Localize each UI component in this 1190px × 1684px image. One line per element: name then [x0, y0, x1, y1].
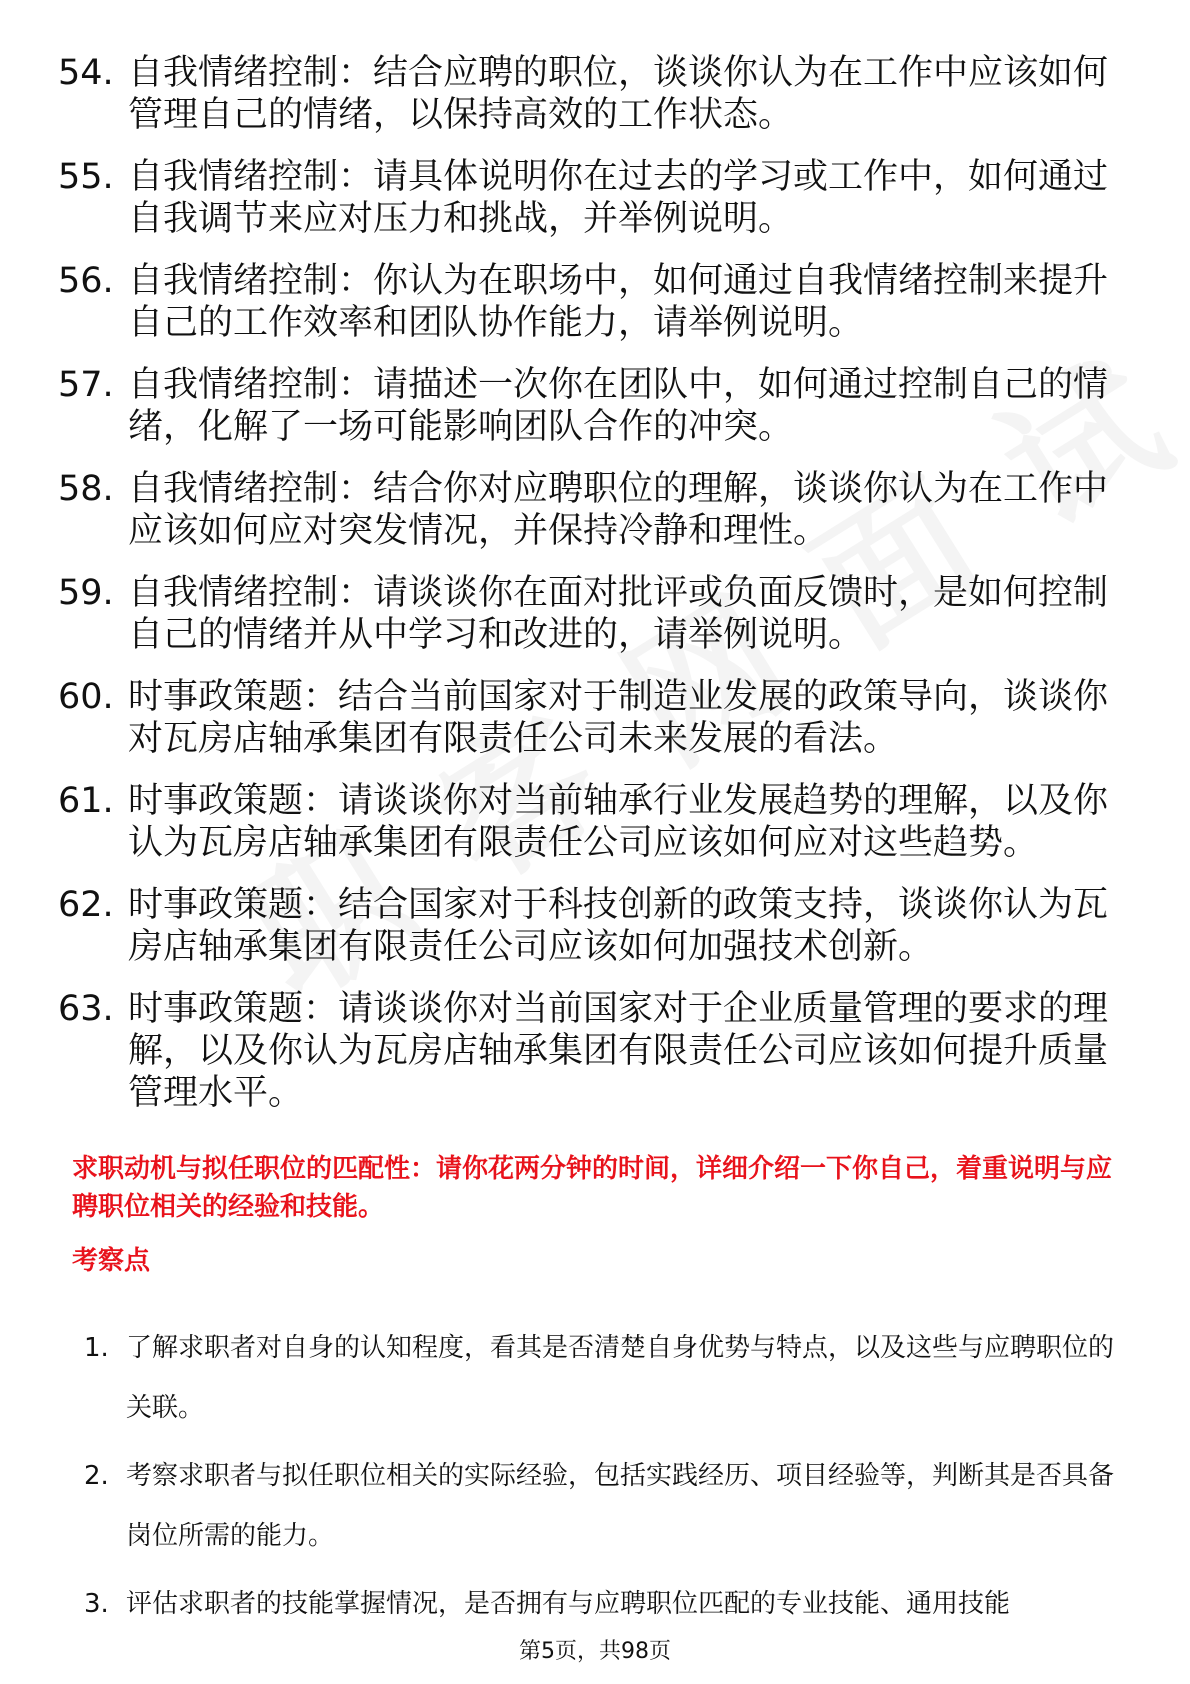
assessment-points-label: 考察点	[72, 1246, 151, 1276]
question-number: 63.	[58, 989, 114, 1029]
point-number: 2.	[84, 1461, 109, 1491]
question-item	[58, 52, 1138, 136]
question-text: 自我情绪控制：请谈谈你在面对批评或负面反馈时，是如何控制自己的情绪并从中学习和改进的，请举例说明。	[128, 573, 1109, 655]
question-text: 自我情绪控制：请描述一次你在团队中，如何通过控制自己的情绪，化解了一场可能影响团队合作的冲突。	[128, 365, 1109, 447]
page-number: 第5页，共98页	[519, 1639, 671, 1664]
question-number: 61.	[58, 781, 114, 821]
question-item	[58, 468, 1138, 552]
point-text: 考察求职者与拟任职位相关的实际经验，包括实践经历、项目经验等，判断其是否具备岗位所需的能力。	[126, 1461, 1115, 1551]
question-item	[58, 260, 1138, 344]
question-number: 58.	[58, 469, 114, 509]
point-text: 评估求职者的技能掌握情况，是否拥有与应聘职位匹配的专业技能、通用技能	[126, 1589, 1011, 1619]
question-item	[58, 988, 1138, 1114]
question-list	[58, 52, 1138, 1134]
question-text: 时事政策题：结合国家对于科技创新的政策支持，谈谈你认为瓦房店轴承集团有限责任公司应该如何加强技术创新。	[128, 885, 1109, 967]
question-number: 56.	[58, 261, 114, 301]
question-item	[58, 780, 1138, 864]
question-number: 59.	[58, 573, 114, 613]
assessment-point	[84, 1574, 1134, 1634]
question-number: 62.	[58, 885, 114, 925]
question-text: 时事政策题：请谈谈你对当前国家对于企业质量管理的要求的理解，以及你认为瓦房店轴承集团有限责任公司应该如何提升质量管理水平。	[128, 989, 1109, 1113]
point-text: 了解求职者对自身的认知程度，看其是否清楚自身优势与特点，以及这些与应聘职位的关联。	[126, 1333, 1115, 1423]
question-item	[58, 676, 1138, 760]
question-text: 时事政策题：结合当前国家对于制造业发展的政策导向，谈谈你对瓦房店轴承集团有限责任公司未来发展的看法。	[128, 677, 1109, 759]
question-item	[58, 364, 1138, 448]
question-number: 60.	[58, 677, 114, 717]
question-item	[58, 572, 1138, 656]
assessment-point	[84, 1318, 1134, 1438]
question-text: 自我情绪控制：结合你对应聘职位的理解，谈谈你认为在工作中应该如何应对突发情况，并保持冷静和理性。	[128, 469, 1109, 551]
question-number: 55.	[58, 157, 114, 197]
question-item	[58, 156, 1138, 240]
assessment-points-list	[84, 1318, 1134, 1642]
point-number: 1.	[84, 1333, 109, 1363]
question-item	[58, 884, 1138, 968]
section-heading: 求职动机与拟任职位的匹配性：请你花两分钟的时间，详细介绍一下你自己，着重说明与应聘职位相关的经验和技能。	[72, 1154, 1113, 1222]
question-number: 57.	[58, 365, 114, 405]
question-text: 自我情绪控制：结合应聘的职位，谈谈你认为在工作中应该如何管理自己的情绪，以保持高效的工作状态。	[128, 53, 1109, 135]
question-text: 自我情绪控制：请具体说明你在过去的学习或工作中，如何通过自我调节来应对压力和挑战，并举例说明。	[128, 157, 1109, 239]
question-number: 54.	[58, 53, 114, 93]
question-text: 自我情绪控制：你认为在职场中，如何通过自我情绪控制来提升自己的工作效率和团队协作能力，请举例说明。	[128, 261, 1109, 343]
question-text: 时事政策题：请谈谈你对当前轴承行业发展趋势的理解，以及你认为瓦房店轴承集团有限责任公司应该如何应对这些趋势。	[128, 781, 1109, 863]
point-number: 3.	[84, 1589, 109, 1619]
assessment-point	[84, 1446, 1134, 1566]
